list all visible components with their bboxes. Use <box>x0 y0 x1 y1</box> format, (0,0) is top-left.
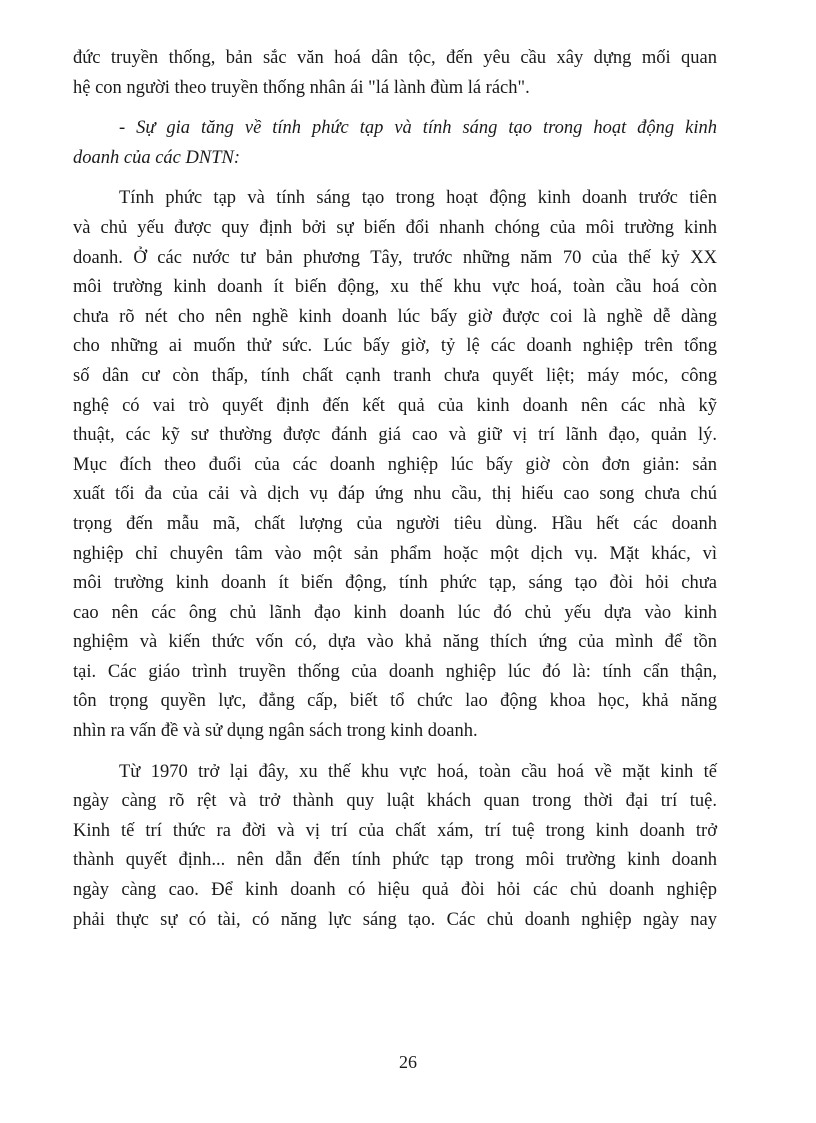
text-line: trọng đến mẫu mã, chất lượng của người tiêu dùng. Hầu hết các doanh <box>73 513 717 534</box>
page-number: 26 <box>399 1052 417 1072</box>
text-line: doanh của các DNTN: <box>73 147 240 168</box>
text-line: môi trường kinh doanh ít biến động, tính phức tạp, sáng tạo đòi hỏi chưa <box>73 573 717 594</box>
text-line: Tính phức tạp và tính sáng tạo trong hoạt động kinh doanh trước tiên <box>119 188 717 209</box>
text-line: số dân cư còn thấp, tính chất cạnh tranh chưa quyết liệt; máy móc, công <box>73 365 717 386</box>
text-line: ngày càng cao. Để kinh doanh có hiệu quả đòi hỏi các chủ doanh nghiệp <box>73 880 717 901</box>
paragraph-continuation <box>73 44 717 103</box>
text-line: cao nên các ông chủ lãnh đạo kinh doanh lúc đó chủ yếu dựa vào kinh <box>73 602 717 623</box>
text-line: tôn trọng quyền lực, đẳng cấp, biết tổ chức lao động khoa học, khả năng <box>73 691 717 712</box>
text-line: nhìn ra vấn đề và sử dụng ngân sách trong kinh doanh. <box>73 721 478 742</box>
text-line: doanh. Ở các nước tư bản phương Tây, trước những năm 70 của thế kỷ XX <box>73 247 717 268</box>
text-line: đức truyền thống, bản sắc văn hoá dân tộc, đến yêu cầu xây dựng mối quan <box>73 48 717 68</box>
text-line: Kinh tế trí thức ra đời và vị trí của chất xám, trí tuệ trong kinh doanh trở <box>73 820 717 841</box>
text-line: thuật, các kỹ sư thường được đánh giá cao và giữ vị trí lãnh đạo, quản lý. <box>73 425 717 446</box>
section-heading-italic <box>73 114 717 173</box>
paragraph-body-2 <box>73 758 717 936</box>
text-line: ngày càng rõ rệt và trở thành quy luật khách quan trong thời đại trí tuệ. <box>73 791 717 812</box>
text-line: và chủ yếu được quy định bởi sự biến đổi nhanh chóng của môi trường kinh <box>73 217 717 238</box>
text-line: Từ 1970 trở lại đây, xu thế khu vực hoá, toàn cầu hoá về mặt kinh tế <box>119 761 717 782</box>
text-line: xuất tối đa của cải và dịch vụ đáp ứng nhu cầu, thị hiếu cao song chưa chú <box>73 484 717 505</box>
text-line: nghiệm và kiến thức vốn có, dựa vào khả năng thích ứng của mình để tồn <box>73 632 717 653</box>
text-line: nghệ có vai trò quyết định đến kết quả của kinh doanh nên các nhà kỹ <box>73 395 717 416</box>
paragraph-body-1 <box>73 184 717 746</box>
text-line: Mục đích theo đuổi của các doanh nghiệp lúc bấy giờ còn đơn giản: sản <box>73 454 717 475</box>
text-line: - Sự gia tăng về tính phức tạp và tính sáng tạo trong hoạt động kinh <box>119 118 717 139</box>
text-line: chưa rõ nét cho nên nghề kinh doanh lúc bấy giờ được coi là nghề dễ dàng <box>73 306 717 327</box>
page-body <box>73 44 717 935</box>
text-line: phải thực sự có tài, có năng lực sáng tạo. Các chủ doanh nghiệp ngày nay <box>73 909 717 930</box>
text-line: nghiệp chỉ chuyên tâm vào một sản phẩm hoặc một dịch vụ. Mặt khác, vì <box>73 543 717 564</box>
text-line: môi trường kinh doanh ít biến động, xu thế khu vực hoá, toàn cầu hoá còn <box>73 277 717 298</box>
text-line: hệ con người theo truyền thống nhân ái "lá lành đùm lá rách". <box>73 77 530 98</box>
text-line: tại. Các giáo trình truyền thống của doanh nghiệp lúc đó là: tính cẩn thận, <box>73 661 717 682</box>
text-line: thành quyết định... nên dẫn đến tính phức tạp trong môi trường kinh doanh <box>73 850 717 871</box>
text-line: cho những ai muốn thử sức. Lúc bấy giờ, tỷ lệ các doanh nghiệp trên tổng <box>73 336 717 357</box>
